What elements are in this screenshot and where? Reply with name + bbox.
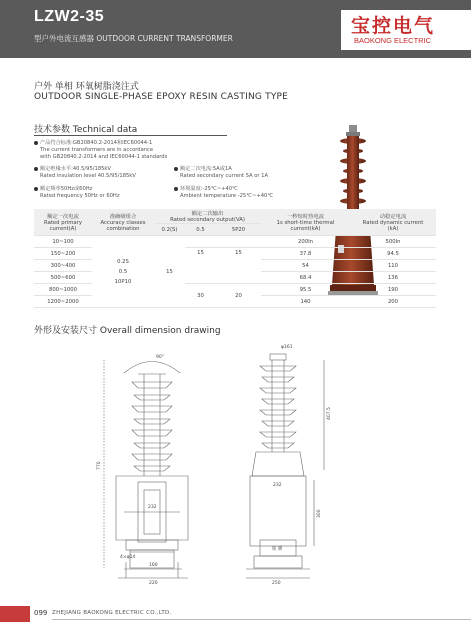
spec-insulation: 额定绝缘水平:40.5/95/185kV Rated insulation level 40.5/95/185kV xyxy=(34,166,136,180)
th-02s: 0.2(S) xyxy=(154,224,185,236)
header-band xyxy=(0,0,471,58)
bullet-icon xyxy=(34,167,38,171)
front-view xyxy=(104,360,188,578)
page-footer xyxy=(0,606,471,622)
dim-body-width: 232 xyxy=(273,483,282,488)
table-row: 150~200 15 15 37.8 94.5 xyxy=(34,248,436,260)
product-subtitle: 型户外电流互感器 OUTDOOR CURRENT TRANSFORMER xyxy=(34,34,233,43)
brand-name-cn: 宝控电气 xyxy=(351,15,436,37)
brand-name-en: BAOKONG ELECTRIC xyxy=(354,36,432,45)
th-primary-current: 额定一次电流 Rated primary current(A) xyxy=(34,209,92,236)
dim-height-left: 770 xyxy=(97,461,102,470)
th-5p20: 5P20 xyxy=(216,224,261,236)
bullet-icon xyxy=(34,187,38,191)
nameplate-label: 铭 牌 xyxy=(272,547,283,552)
dim-top-right: φ161 xyxy=(281,345,293,350)
accuracy-cell: 0.2S 0.5 10P10 xyxy=(92,236,154,308)
drawing-heading: 外形及安装尺寸 Overall dimension drawing xyxy=(34,326,221,336)
table-row: 800~1000 30 20 95.5 190 xyxy=(34,284,436,296)
th-thermal-current: 一秒短时热电流 1s short-time thermal current(kA) xyxy=(261,209,350,236)
dim-232-left: 232 xyxy=(148,505,157,510)
table-row: 300~400 54 110 xyxy=(34,260,436,272)
dim-body-height: 300 xyxy=(317,509,322,518)
page-number: 099 xyxy=(34,609,48,617)
product-model: LZW2-35 xyxy=(34,8,105,25)
output-02s-cell: 15 xyxy=(154,236,185,308)
spec-standard: 产品符合标准:GB20840.2-2014和IEC60044-1 The current transformers are in accordance with GB20840.2-2014 and IEC60044-1 standards xyxy=(34,140,167,161)
type-title-cn: 户外 单相 环氧树脂浇注式 xyxy=(34,82,139,92)
footer-divider xyxy=(52,619,471,620)
dimension-drawing xyxy=(34,340,436,590)
insulator-sheds-front xyxy=(132,382,172,471)
bullet-icon xyxy=(174,187,178,191)
brand-logo xyxy=(341,10,471,50)
insulator-sheds-side xyxy=(260,366,296,448)
dim-base-right: 250 xyxy=(272,581,281,586)
dim-angle: 90° xyxy=(156,355,164,360)
heading-divider xyxy=(34,135,227,136)
table-row: 10~100 0.2S 0.5 10P10 15 200In 500In xyxy=(34,236,436,248)
ratings-table xyxy=(34,209,436,308)
table-row: 1200~2000 140 200 xyxy=(34,296,436,308)
company-name: ZHEJIANG BAOKONG ELECTRIC CO.,LTD. xyxy=(52,610,172,616)
th-secondary-output: 额定二次输出 Rated secondary output(VA) xyxy=(154,209,261,224)
spec-ambient: 环境温度:-25℃~+40℃ Ambient temperature -25℃~+40℃ xyxy=(174,186,273,200)
technical-data-heading: 技术参数 Technical data xyxy=(34,125,138,135)
th-accuracy: 准确级组合 Accuracy classes combination xyxy=(92,209,154,236)
type-title-en: OUTDOOR SINGLE-PHASE EPOXY RESIN CASTING TYPE xyxy=(34,92,289,102)
side-view xyxy=(246,354,324,578)
bullet-icon xyxy=(174,167,178,171)
dim-height-right: 407.5 xyxy=(327,407,332,420)
spec-secondary-current: 额定二次电流:5A或1A Rated secondary current 5A or 1A xyxy=(174,166,268,180)
dim-holes: 4×φ14 xyxy=(120,555,136,560)
th-dynamic-current: 动稳定电流 Rated dynamic current (kA) xyxy=(350,209,436,236)
spec-frequency: 额定频率50Hz或60Hz Rated frequency 50Hz or 60Hz xyxy=(34,186,120,200)
dim-base-outer: 220 xyxy=(149,581,158,586)
page-number-block xyxy=(0,606,30,622)
th-05: 0.5 xyxy=(185,224,216,236)
table-row: 500~600 68.4 136 xyxy=(34,272,436,284)
bullet-icon xyxy=(34,141,38,145)
dim-base-inner: 160 xyxy=(149,563,158,568)
